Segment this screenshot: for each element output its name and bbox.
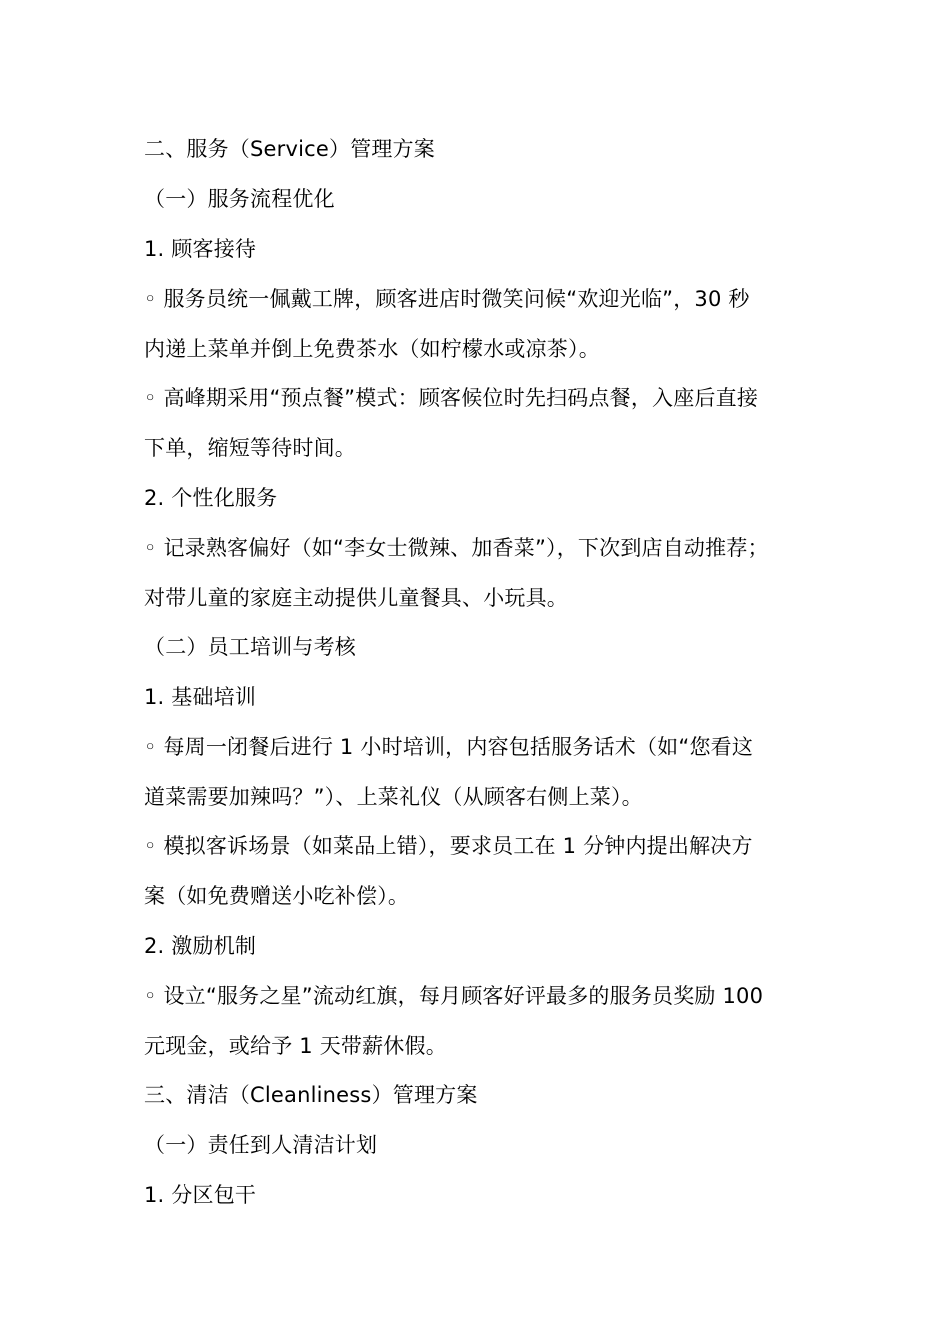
paragraph-line: 内递上菜单并倒上免费茶水（如柠檬水或凉茶）。 [144, 337, 600, 361]
subsection-heading-training: （二）员工培训与考核 [144, 635, 356, 659]
paragraph-line: 道菜需要加辣吗？”）、上菜礼仪（从顾客右侧上菜）。 [144, 785, 643, 809]
subsection-heading-service-flow: （一）服务流程优化 [144, 187, 335, 211]
item-heading-zone-responsibility: 1. 分区包干 [144, 1183, 257, 1207]
paragraph-line: 下单，缩短等待时间。 [144, 436, 356, 460]
paragraph-line: ◦ 服务员统一佩戴工牌，顾客进店时微笑问候“欢迎光临”，30 秒 [144, 287, 750, 311]
section-heading-cleanliness: 三、清洁（Cleanliness）管理方案 [144, 1083, 478, 1107]
paragraph-line: ◦ 记录熟客偏好（如“李女士微辣、加香菜”），下次到店自动推荐； [144, 536, 769, 560]
item-heading-incentive: 2. 激励机制 [144, 934, 257, 958]
paragraph-line: ◦ 高峰期采用“预点餐”模式：顾客候位时先扫码点餐，入座后直接 [144, 386, 759, 410]
item-heading-basic-training: 1. 基础培训 [144, 685, 257, 709]
item-heading-personalized-service: 2. 个性化服务 [144, 486, 278, 510]
paragraph-line: 案（如免费赠送小吃补偿）。 [144, 884, 410, 908]
subsection-heading-cleaning-plan: （一）责任到人清洁计划 [144, 1133, 378, 1157]
section-heading-service: 二、服务（Service）管理方案 [144, 137, 436, 161]
item-heading-customer-reception: 1. 顾客接待 [144, 237, 257, 261]
paragraph-line: ◦ 每周一闭餐后进行 1 小时培训，内容包括服务话术（如“您看这 [144, 735, 754, 759]
paragraph-line: ◦ 模拟客诉场景（如菜品上错），要求员工在 1 分钟内提出解决方 [144, 834, 753, 858]
paragraph-line: 对带儿童的家庭主动提供儿童餐具、小玩具。 [144, 586, 568, 610]
paragraph-line: ◦ 设立“服务之星”流动红旗，每月顾客好评最多的服务员奖励 100 [144, 984, 764, 1008]
paragraph-line: 元现金，或给予 1 天带薪休假。 [144, 1034, 447, 1058]
